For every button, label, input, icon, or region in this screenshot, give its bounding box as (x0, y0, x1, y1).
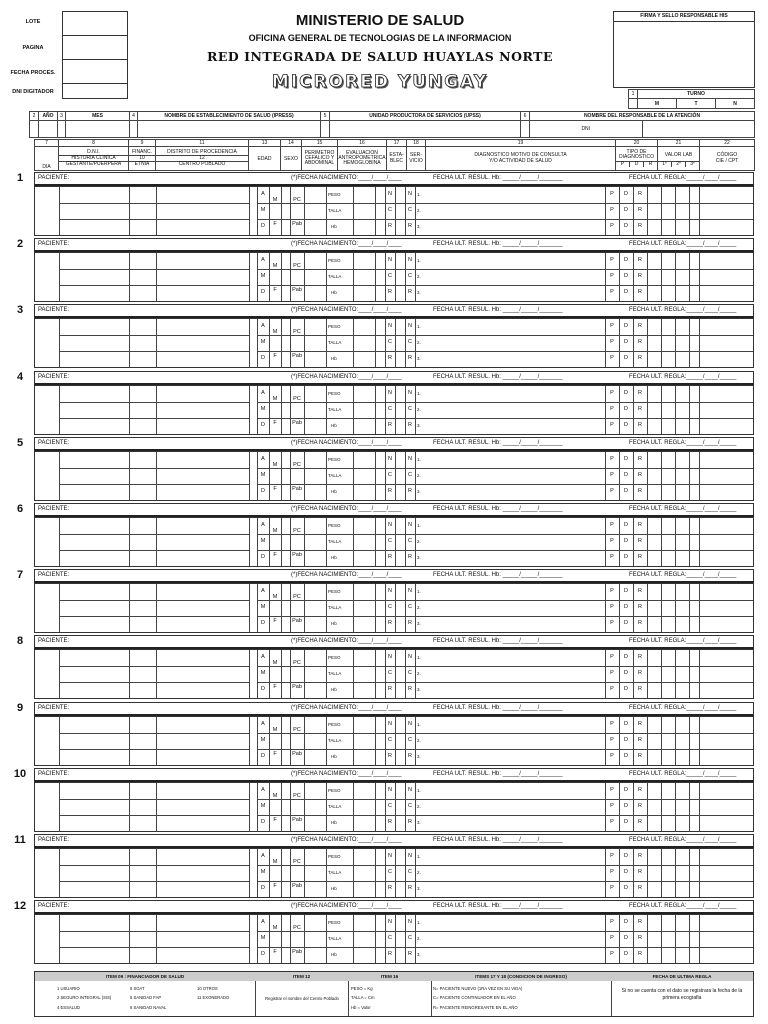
patient-block (16, 701, 754, 768)
col-sexo: SEXO (281, 147, 302, 171)
pagina-label: PAGINA (22, 45, 44, 51)
patient-body: A M D M F PC Pab PESO TALLA Hb N C R N C R 1. 2. 3. P D R P D R P D R (34, 186, 754, 236)
patient-block (16, 635, 754, 701)
fecha-hb-field[interactable]: FECHA ULT. RESUL. Hb: _____/_____/_______ (433, 506, 563, 512)
col-edad: EDAD (249, 147, 281, 171)
fecha-nacimiento-field[interactable]: (*)FECHA NACIMIENTO:____/____/____ (291, 439, 402, 446)
lote-field[interactable] (62, 11, 128, 36)
turno-label: TURNO (638, 90, 755, 99)
col-diagnostico: DIAGNOSTICO MOTIVO DE CONSULTA Y/O ACTIVIDAD DE SALUD (426, 147, 616, 171)
fecha-regla-field[interactable]: FECHA ULT. REGLA:_____/____/_____ (629, 373, 737, 380)
patient-block (16, 370, 754, 437)
paciente-label: PACIENTE: (38, 175, 70, 181)
paciente-name-field[interactable] (75, 307, 285, 317)
patient-header-row (34, 304, 754, 318)
patient-number: 7 (16, 569, 24, 582)
fecha-hb-field[interactable]: FECHA ULT. RESUL. Hb: _____/_____/_______ (433, 903, 563, 910)
paciente-label: PACIENTE: (38, 241, 70, 248)
patient-header-row (34, 768, 754, 782)
paciente-name-field[interactable] (75, 638, 285, 648)
patient-block (14, 834, 754, 900)
patient-body: A M D M F PC Pab PESO TALLA Hb N C R N C R 1. 2. 3. P D R P D R P D R (34, 385, 754, 435)
fecha-regla-field[interactable]: FECHA ULT. REGLA:_____/____/_____ (629, 704, 737, 711)
mes-field[interactable] (66, 121, 130, 138)
fecha-regla-field[interactable]: FECHA ULT. REGLA:_____/____/_____ (629, 837, 737, 843)
establecimiento-label: NOMBRE DE ESTABLECIMIENTO DE SALUD (IPRESS) (138, 112, 321, 121)
patient-body: A M D M F PC Pab PESO TALLA Hb N C R N C R 1. 2. 3. P D R P D R P D R (34, 583, 754, 633)
patient-block (13, 900, 754, 966)
dni-digitador-field[interactable] (62, 83, 128, 99)
patient-number: 5 (16, 436, 24, 449)
footer-fecha-regla: FECHA DE ULTIMA REGLA (611, 972, 753, 981)
paciente-name-field[interactable] (75, 506, 285, 516)
fecha-hb-field[interactable]: FECHA ULT. RESUL. Hb: _____/_____/_______ (433, 307, 563, 314)
patient-block (16, 172, 754, 238)
fecha-regla-field[interactable]: FECHA ULT. REGLA:_____/____/_____ (629, 506, 737, 512)
paciente-label: PACIENTE: (38, 837, 70, 843)
fecha-nacimiento-field[interactable]: (*)FECHA NACIMIENTO:____/____/____ (291, 373, 402, 380)
paciente-name-field[interactable] (75, 771, 285, 781)
fecha-nacimiento-field[interactable]: (*)FECHA NACIMIENTO:____/____/____ (291, 506, 402, 512)
fecha-hb-field[interactable]: FECHA ULT. RESUL. Hb: _____/_____/_______ (433, 175, 563, 181)
col-distrito: DISTRITO DE PROCEDENCIA 12 CENTRO POBLADO (156, 147, 249, 171)
col-esta: ESTA- BLEC (387, 147, 407, 171)
fecha-regla-field[interactable]: FECHA ULT. REGLA:_____/____/_____ (629, 903, 737, 910)
responsable-label: NOMBRE DEL RESPONSABLE DE LA ATENCIÓN (530, 112, 755, 121)
col-ser: SER- VICIO (407, 147, 426, 171)
fecha-regla-field[interactable]: FECHA ULT. REGLA:_____/____/_____ (629, 175, 737, 181)
patient-body: A M D M F PC Pab PESO TALLA Hb N C R N C R 1. 2. 3. P D R P D R P D R (34, 848, 754, 898)
patient-body: A M D M F PC Pab PESO TALLA Hb N C R N C R 1. 2. 3. P D R P D R P D R (34, 716, 754, 766)
fecha-hb-field[interactable]: FECHA ULT. RESUL. Hb: _____/_____/_______ (433, 373, 563, 380)
turno-t[interactable]: T (677, 99, 716, 109)
patient-number: 12 (13, 900, 27, 913)
paciente-label: PACIENTE: (38, 373, 70, 380)
fecha-regla-field[interactable]: FECHA ULT. REGLA:_____/____/_____ (629, 307, 737, 314)
patient-block (13, 767, 754, 834)
paciente-label: PACIENTE: (38, 903, 70, 910)
patient-header-row (34, 503, 754, 517)
col-dia: DIA (35, 147, 59, 171)
fecha-hb-field[interactable]: FECHA ULT. RESUL. Hb: _____/_____/_______ (433, 241, 563, 248)
fecha-nacimiento-field[interactable]: (*)FECHA NACIMIENTO:____/____/____ (291, 572, 402, 579)
col-financ: FINANC. 10 ETNIA (129, 147, 156, 171)
paciente-name-field[interactable] (75, 241, 285, 251)
paciente-name-field[interactable] (75, 374, 285, 384)
patient-header-row (34, 569, 754, 583)
paciente-label: PACIENTE: (38, 770, 70, 777)
upss-field[interactable] (330, 121, 521, 138)
fecha-hb-field[interactable]: FECHA ULT. RESUL. Hb: _____/_____/_______ (433, 439, 563, 446)
fecha-nacimiento-field[interactable]: (*)FECHA NACIMIENTO:____/____/____ (291, 307, 402, 314)
patient-header-row (34, 900, 754, 914)
paciente-label: PACIENTE: (38, 506, 70, 512)
col-evaluacion: EVALUACION ANTROPOMETRICA HEMOGLOBINA (338, 147, 387, 171)
patient-block (16, 569, 754, 635)
col-codigo: CÓDIGO CIE / CPT (700, 147, 755, 171)
fecha-hb-field[interactable]: FECHA ULT. RESUL. Hb: _____/_____/_______ (433, 638, 563, 645)
fecha-nacimiento-field[interactable]: (*)FECHA NACIMIENTO:____/____/____ (291, 837, 402, 843)
paciente-label: PACIENTE: (38, 307, 70, 314)
col-valor-lab: VALOR LAB 1º 2º 3º (658, 147, 700, 171)
patient-body: A M D M F PC Pab PESO TALLA Hb N C R N C R 1. 2. 3. P D R P D R P D R (34, 649, 754, 699)
fecha-regla-field[interactable]: FECHA ULT. REGLA:_____/____/_____ (629, 770, 737, 777)
fecha-hb-field[interactable]: FECHA ULT. RESUL. Hb: _____/_____/_______ (433, 770, 563, 777)
lote-label: LOTE (25, 19, 41, 25)
paciente-label: PACIENTE: (38, 572, 70, 579)
paciente-label: PACIENTE: (38, 704, 70, 711)
col-dni: D.N.I. HISTORIA CLINICA GESTANTE/PUERPERA (59, 147, 129, 171)
patient-block (16, 238, 754, 304)
firma-label: FIRMA Y SELLO RESPONSABLE HIS (614, 12, 754, 22)
fecha-nacimiento-field[interactable]: (*)FECHA NACIMIENTO:____/____/____ (291, 903, 402, 910)
patient-number: 6 (16, 503, 24, 515)
fecha-nacimiento-field[interactable]: (*)FECHA NACIMIENTO:____/____/____ (291, 175, 402, 181)
patient-body: A M D M F PC Pab PESO TALLA Hb N C R N C R 1. 2. 3. P D R P D R P D R (34, 914, 754, 964)
patient-header-row (34, 172, 754, 186)
footer-legend: ITEM 09 : FINANCIADOR DE SALUD ITEM 12 ITEM 16 ITEMS 17 Y 18 (CONDICION DE INGRESO) FECHA DE ULTIMA REGLA 1 USUARIO 2 SEGURO INTEGRAL (SIS) 4 ESSALUD 6 SOAT 5 SANIDAD FAP 6 SANIDAD NAVAL 10 OTROS 11 EXONERADO Registrar el nombre del Centro Poblado PESO = Kg TALLA = Cm Hb = Valor N= PACIENTE NUEVO (1RA VEZ EN SU VIDA) C= PACIENTE CONTINUADOR EN EL AÑO R= PACIENTE REINGRESANTE EN EL AÑO Si no se cuenta con el dato se registrara la fecha de la primera ecografia (34, 971, 754, 1017)
establecimiento-field[interactable] (138, 121, 321, 138)
patient-body: A M D M F PC Pab PESO TALLA Hb N C R N C R 1. 2. 3. P D R P D R P D R (34, 451, 754, 501)
patient-block (16, 436, 754, 503)
dni-digitador-label: DNI DIGITADOR (12, 89, 54, 95)
upss-label: UNIDAD PRODUCTORA DE SERVICIOS (UPSS) (330, 112, 521, 121)
paciente-name-field[interactable] (75, 903, 285, 913)
page-title: MINISTERIO DE SALUD (295, 12, 465, 29)
fecha-proces-label: FECHA PROCES. (10, 70, 56, 76)
fecha-hb-field[interactable]: FECHA ULT. RESUL. Hb: _____/_____/_______ (433, 837, 563, 843)
patient-header-row (34, 834, 754, 848)
turno-num: 1 (629, 90, 638, 99)
paciente-name-field[interactable] (75, 837, 285, 847)
paciente-name-field[interactable] (75, 705, 285, 715)
anio-field[interactable] (39, 121, 58, 138)
column-headers: 7 8 9 11 13 14 15 16 17 18 19 20 21 22 DIA D.N.I. HISTORIA CLINICA GESTANTE/PUERPERA FINANC. 10 ETNIA DISTRITO DE PROCEDENCIA 12 CENTRO POBLADO EDAD SEXO PERIMETRO CEFALICO Y ABDOMINAL EVALUACION ANTROPOMETRICA HEMOGLOBINA ESTA- BLEC SER- VICIO DIAGNOSTICO MOTIVO DE CONSULTA Y/O ACTIVIDAD DE SALUD TIPO DE DIAGNOSTICO P D R VALOR LAB 1º 2º 3º CÓDIGO CIE / CPT (34, 139, 755, 171)
fecha-nacimiento-field[interactable]: (*)FECHA NACIMIENTO:____/____/____ (291, 704, 402, 711)
patient-body: A M D M F PC Pab PESO TALLA Hb N C R N C R 1. 2. 3. P D R P D R P D R (34, 318, 754, 368)
patient-body: A M D M F PC Pab PESO TALLA Hb N C R N C R 1. 2. 3. P D R P D R P D R (34, 252, 754, 302)
paciente-name-field[interactable] (75, 440, 285, 450)
pagina-field[interactable] (62, 35, 128, 60)
red-title: RED INTEGRADA DE SALUD HUAYLAS NORTE (206, 49, 553, 64)
patient-header-row (34, 702, 754, 716)
patient-number: 1 (16, 172, 24, 184)
patient-body: A M D M F PC Pab PESO TALLA Hb N C R N C R 1. 2. 3. P D R P D R P D R (34, 517, 754, 567)
fecha-regla-field[interactable]: FECHA ULT. REGLA:_____/____/_____ (629, 572, 737, 579)
fecha-regla-field[interactable]: FECHA ULT. REGLA:_____/____/_____ (629, 638, 737, 645)
patient-number: 8 (16, 635, 24, 648)
patient-number: 3 (16, 304, 24, 317)
responsable-field[interactable] (642, 121, 755, 138)
dni-label: DNI (530, 121, 643, 138)
fecha-regla-field[interactable]: FECHA ULT. REGLA:_____/____/_____ (629, 439, 737, 446)
paciente-name-field[interactable] (75, 175, 285, 185)
paciente-label: PACIENTE: (38, 638, 70, 645)
fecha-nacimiento-field[interactable]: (*)FECHA NACIMIENTO:____/____/____ (291, 770, 402, 777)
patient-header-row (34, 635, 754, 649)
firma-box[interactable] (613, 11, 755, 88)
fecha-hb-field[interactable]: FECHA ULT. RESUL. Hb: _____/_____/_______ (433, 704, 563, 711)
footer-item12: ITEM 12 (255, 972, 349, 981)
fecha-regla-field[interactable]: FECHA ULT. REGLA:_____/____/_____ (629, 241, 737, 248)
fecha-hb-field[interactable]: FECHA ULT. RESUL. Hb: _____/_____/_______ (433, 572, 563, 579)
turno-n[interactable]: N (716, 99, 755, 109)
footer-item09: ITEM 09 : FINANCIADOR DE SALUD (35, 972, 256, 981)
fecha-proces-field[interactable] (62, 59, 128, 84)
patient-block (16, 503, 754, 569)
col-tipo: TIPO DE DIAGNOSTICO P D R (616, 147, 658, 171)
footer-item16: ITEM 16 (348, 972, 432, 981)
patient-number: 2 (16, 238, 24, 251)
footer-item17: ITEMS 17 Y 18 (CONDICION DE INGRESO) (431, 972, 612, 981)
fecha-nacimiento-field[interactable]: (*)FECHA NACIMIENTO:____/____/____ (291, 638, 402, 645)
patient-block (16, 304, 754, 370)
col-perimetro: PERIMETRO CEFALICO Y ABDOMINAL (302, 147, 338, 171)
turno-table (628, 89, 755, 109)
patient-number: 4 (16, 370, 24, 383)
patient-number: 10 (13, 767, 27, 780)
patient-number: 11 (14, 834, 26, 846)
page-subtitle: OFICINA GENERAL DE TECNOLOGIAS DE LA INFORMACION (248, 33, 512, 43)
microred-title: MICRORED YUNGAY (271, 72, 489, 92)
patient-body: A M D M F PC Pab PESO TALLA Hb N C R N C R 1. 2. 3. P D R P D R P D R (34, 782, 754, 832)
patient-header-row (34, 238, 754, 252)
paciente-name-field[interactable] (75, 572, 285, 582)
fecha-nacimiento-field[interactable]: (*)FECHA NACIMIENTO:____/____/____ (291, 241, 402, 248)
paciente-label: PACIENTE: (38, 439, 70, 446)
turno-m[interactable]: M (638, 99, 677, 109)
patient-header-row (34, 437, 754, 451)
patient-header-row (34, 371, 754, 385)
patient-number: 9 (16, 701, 24, 714)
info-row: 2 AÑO 3 MES 4 NOMBRE DE ESTABLECIMIENTO DE SALUD (IPRESS) 5 UNIDAD PRODUCTORA DE SERVICIOS (UPSS) 6 NOMBRE DEL RESPONSABLE DE LA ATENCIÓN DNI (29, 111, 755, 138)
